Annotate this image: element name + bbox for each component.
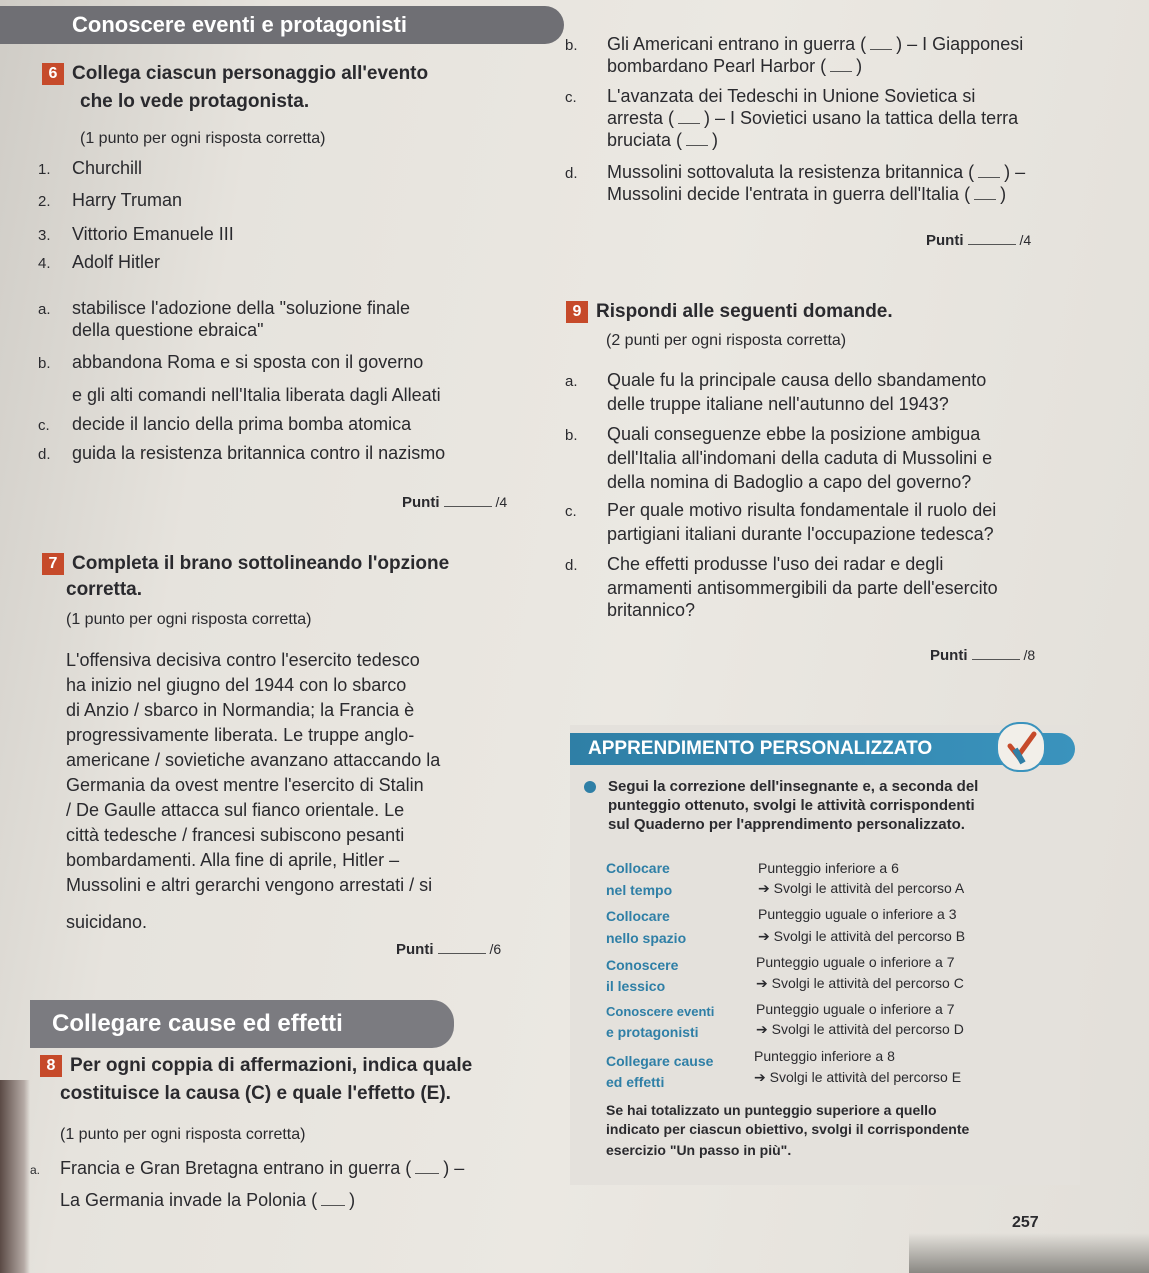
ex7-instruction: 7 Completa il brano sottolineando l'opzione [42, 552, 449, 576]
apprendimento-title: APPRENDIMENTO PERSONALIZZATO [588, 738, 933, 759]
section2-title: Collegare cause ed effetti [52, 1010, 343, 1037]
ex6-person-3: 3. Vittorio Emanuele III [38, 224, 234, 244]
ex6-points-note: (1 punto per ogni risposta corretta) [80, 130, 326, 147]
ex7-score-blank[interactable] [438, 953, 486, 954]
ex7-passage-line: L'offensiva decisiva contro l'esercito tedesco [66, 650, 420, 670]
page-edge-shadow [0, 1080, 30, 1273]
appr-row-action[interactable]: ➔ Svolgi le attività del percorso E [754, 1069, 962, 1085]
appr-row-action[interactable]: ➔ Svolgi le attività del percorso C [756, 975, 964, 991]
ex9-instruction: 9 Rispondi alle seguenti domande. [566, 300, 893, 324]
ex6-person-1: 1. Churchill [38, 158, 143, 178]
ex7-passage-line: di Anzio / sbarco in Normandia; la Francia è [66, 700, 415, 720]
ex9-points-note: (2 punti per ogni risposta corretta) [606, 332, 847, 349]
ex6-event-d: d. guida la resistenza britannica contro il nazismo [38, 443, 446, 463]
ex8-d-blank-1[interactable] [978, 177, 1000, 178]
ex9-question-c: c. Per quale motivo risulta fondamentale il ruolo dei [565, 500, 997, 520]
appr-row-topic: Collocare [606, 860, 670, 876]
ex7-passage-line: / De Gaulle attacca sul fianco orientale. Le [66, 800, 405, 820]
ex8-instruction-2: costituisce la causa (C) e quale l'effetto (E). [60, 1083, 451, 1104]
ex9-question-b-2: dell'Italia all'indomani della caduta di Mussolini e [607, 448, 993, 468]
appr-row-cond: Punteggio uguale o inferiore a 7 [756, 954, 955, 970]
ex6-event-c: c. decide il lancio della prima bomba atomica [38, 414, 412, 434]
appr-row-topic: nel tempo [606, 882, 673, 898]
page-number: 257 [1012, 1214, 1039, 1231]
ex8-b-blank-2[interactable] [830, 71, 852, 72]
ex9-question-b-3: della nomina di Badoglio a capo del governo? [607, 472, 972, 492]
apprendimento-closing-2: indicato per ciascun obiettivo, svolgi il corrispondente [606, 1121, 970, 1137]
ex6-instruction: 6 Collega ciascun personaggio all'evento [42, 62, 428, 86]
appr-row-topic: Collegare cause [606, 1053, 714, 1069]
apprendimento-closing: Se hai totalizzato un punteggio superiore a quello [606, 1102, 937, 1118]
ex9-question-d-2: armamenti antisommergibili da parte dell'esercito [607, 578, 998, 598]
ex6-event-a-2: della questione ebraica" [72, 320, 264, 340]
ex7-number: 7 [42, 553, 64, 575]
ex7-instruction-2: corretta. [66, 579, 143, 600]
ex7-passage-line: suicidano. [66, 912, 148, 932]
ex9-question-d-3: britannico? [607, 600, 696, 620]
appr-row-cond: Punteggio inferiore a 6 [758, 860, 899, 876]
ex8-c-blank-1[interactable] [678, 123, 700, 124]
ex6-instruction-2: che lo vede protagonista. [80, 91, 310, 112]
appr-row-action[interactable]: ➔ Svolgi le attività del percorso D [756, 1021, 964, 1037]
ex9-question-c-2: partigiani italiani durante l'occupazione tedesca? [607, 524, 994, 544]
appr-row-cond: Punteggio inferiore a 8 [754, 1048, 895, 1064]
ex9-question-a: a. Quale fu la principale causa dello sbandamento [565, 370, 987, 390]
ex8-item-b: b. Gli Americani entrano in guerra ( ) – I Giapponesi [565, 34, 1024, 54]
ex9-number: 9 [566, 301, 588, 323]
ex8-score: Punti /4 [926, 232, 1032, 249]
ex9-question-a-2: delle truppe italiane nell'autunno del 1943? [607, 394, 949, 414]
ex8-item-c-2: arresta ( ) – I Sovietici usano la tattica della terra [607, 108, 1019, 128]
appr-row-topic: il lessico [606, 978, 666, 994]
appr-row-action[interactable]: ➔ Svolgi le attività del percorso B [758, 928, 966, 944]
ex6-score-blank[interactable] [444, 506, 492, 507]
ex8-score-blank[interactable] [968, 244, 1016, 245]
ex8-item-d: d. Mussolini sottovaluta la resistenza britannica ( ) – [565, 162, 1026, 182]
ex7-passage-line: progressivamente liberata. Le truppe anglo- [66, 725, 415, 745]
apprendimento-intro-2: punteggio ottenuto, svolgi le attività corrispondenti [608, 797, 975, 814]
pencil-check-icon [996, 722, 1046, 772]
ex8-d-blank-2[interactable] [974, 199, 996, 200]
ex8-number: 8 [40, 1055, 62, 1077]
ex7-passage-line: bombardamenti. Alla fine di aprile, Hitler – [66, 850, 400, 870]
appr-row-topic: e protagonisti [606, 1024, 699, 1040]
section-title-pill [0, 6, 564, 44]
ex8-item-c: c. L'avanzata dei Tedeschi in Unione Sovietica si [565, 86, 976, 106]
ex6-person-2: 2. Harry Truman [38, 190, 183, 210]
ex8-item-c-3: bruciata ( ) [607, 130, 719, 150]
ex6-person-4: 4. Adolf Hitler [38, 252, 161, 272]
appr-row-cond: Punteggio uguale o inferiore a 7 [756, 1001, 955, 1017]
ex7-passage-line: Germania da ovest mentre l'esercito di Stalin [66, 775, 424, 795]
ex7-points-note: (1 punto per ogni risposta corretta) [66, 611, 312, 628]
ex9-score-blank[interactable] [972, 659, 1020, 660]
apprendimento-intro-3: sul Quaderno per l'apprendimento personalizzato. [608, 816, 965, 833]
appr-row-topic: ed effetti [606, 1074, 665, 1090]
ex8-a-cause-blank[interactable] [415, 1173, 439, 1174]
appr-row-cond: Punteggio uguale o inferiore a 3 [758, 906, 957, 922]
ex7-passage-line: ha inizio nel giugno del 1944 con lo sbarco [66, 675, 407, 695]
bullet-dot-icon [584, 781, 596, 793]
ex6-event-b-2: e gli alti comandi nell'Italia liberata dagli Alleati [72, 385, 441, 405]
appr-row-topic: nello spazio [606, 930, 687, 946]
apprendimento-closing-3: esercizio "Un passo in più". [606, 1142, 792, 1158]
ex6-event-b: b. abbandona Roma e si sposta con il governo [38, 352, 424, 372]
ex9-question-d: d. Che effetti produsse l'uso dei radar e degli [565, 554, 944, 574]
ex6-score: Punti /4 [402, 494, 508, 511]
ex7-score: Punti /6 [396, 941, 502, 958]
ex9-score: Punti /8 [930, 647, 1036, 664]
section2-title-pill [30, 1000, 454, 1048]
ex8-instruction: 8 Per ogni coppia di affermazioni, indica quale [40, 1054, 472, 1078]
appr-row-action[interactable]: ➔ Svolgi le attività del percorso A [758, 880, 965, 896]
section-title: Conoscere eventi e protagonisti [72, 12, 407, 37]
ex8-a-effect-blank[interactable] [321, 1205, 345, 1206]
ex8-item-d-2: Mussolini decide l'entrata in guerra dell'Italia ( ) [607, 184, 1007, 204]
appr-row-topic: Conoscere eventi [606, 1004, 715, 1019]
ex6-event-a: a. stabilisce l'adozione della "soluzione finale [38, 298, 411, 318]
ex6-number: 6 [42, 63, 64, 85]
apprendimento-intro: Segui la correzione dell'insegnante e, a seconda del [584, 778, 978, 795]
ex9-question-b: b. Quali conseguenze ebbe la posizione ambigua [565, 424, 981, 444]
appr-row-topic: Collocare [606, 908, 670, 924]
ex8-item-b-2: bombardano Pearl Harbor ( ) [607, 56, 863, 76]
ex8-points-note: (1 punto per ogni risposta corretta) [60, 1126, 306, 1143]
ex8-item-a: a. Francia e Gran Bretagna entrano in guerra ( ) – [30, 1158, 465, 1178]
appr-row-topic: Conoscere [606, 957, 679, 973]
ex7-passage-line: città tedesche / francesi subiscono pesanti [66, 825, 405, 845]
ex7-passage-line: americane / sovietiche avanzano attaccando la [66, 750, 441, 770]
ex8-b-blank-1[interactable] [870, 49, 892, 50]
ex8-c-blank-2[interactable] [686, 145, 708, 146]
ex7-passage-line: Mussolini e altri gerarchi vengono arrestati / si [66, 875, 433, 895]
page-bottom-shadow [909, 1233, 1149, 1273]
ex8-item-a-2: La Germania invade la Polonia ( ) [60, 1190, 356, 1210]
